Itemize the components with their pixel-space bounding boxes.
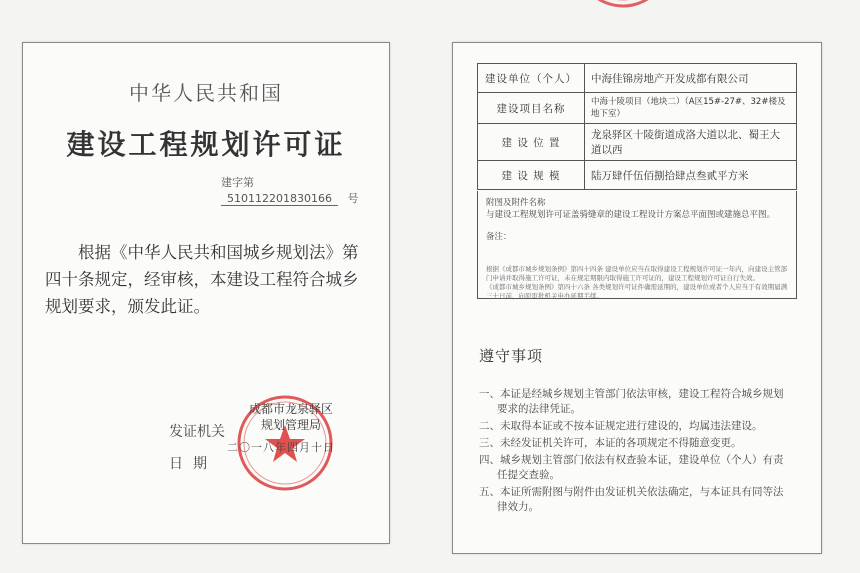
list-item: 五、本证所需附图与附件由发证机关依法确定，与本证具有同等法律效力。 (479, 486, 784, 513)
certificate-number (221, 174, 389, 206)
certificate-right-page (452, 42, 822, 554)
issue-date: 二〇一八年四月十日 (227, 441, 335, 454)
row-key: 建设单位（个人） (478, 64, 585, 93)
table-row (478, 161, 797, 190)
project-info-table (477, 63, 797, 190)
cert-number-value: 510112201830166 (221, 192, 338, 206)
list-item: 一、本证是经城乡规划主管部门依法审核，建设工程符合城乡规划要求的法律凭证。 (479, 388, 784, 415)
fine-print-1: 根据《成都市城乡规划条例》第四十四条 建设单位应当在取得建设工程规划许可证一年内，向建设主管部门申请并取得施工许可证，未在规定期限内取得施工许可证的，建设工程规划许可证自行失效。 (486, 265, 788, 282)
list-item: 四、城乡规划主管部门依法有权查验本证，建设单位（个人）有责任提交查验。 (479, 454, 784, 481)
certificate-body-text: 根据《中华人民共和国城乡规划法》第四十条规定，经审核，本建设工程符合城乡规划要求，颁发此证。 (45, 243, 359, 316)
issuer-label: 发证机关 (169, 424, 225, 440)
table-row (478, 93, 797, 124)
list-item: 三、未经发证机关许可，本证的各项规定不得随意变更。 (479, 437, 742, 449)
issuing-authority (249, 401, 333, 433)
attachments-title: 附图及附件名称 (486, 198, 546, 208)
table-row (478, 124, 797, 161)
list-item: 二、未取得本证或不按本证规定进行建设的，均属违法建设。 (479, 420, 763, 432)
table-row (478, 64, 797, 93)
country-name: 中华人民共和国 (129, 81, 283, 105)
attachments-box (477, 191, 797, 299)
rules-list (479, 387, 791, 517)
row-key: 建 设 位 置 (478, 124, 585, 161)
row-value: 中海佳锦房地产开发成都有限公司 (585, 64, 797, 93)
top-seal-icon (575, 0, 671, 20)
date-label: 日期 (169, 456, 217, 472)
issuer-line-1: 成都市龙泉驿区 (249, 402, 334, 416)
attachments-text: 与建设工程规划许可证盖骑缝章的建设工程设计方案总平面图或建施总平图。 (486, 210, 776, 220)
row-key: 建 设 规 模 (478, 161, 585, 190)
certificate-title: 建设工程规划许可证 (66, 128, 346, 161)
fine-print-2: 《成都市城乡规划条例》第四十六条 各类规划许可证件确需延期的，建设单位或者个人应当于有效期届满三十日前，向原审批机关申办延期手续。 (486, 283, 788, 300)
row-value: 陆万肆仟伍佰捌拾肆点叁贰平方米 (585, 161, 797, 190)
cert-suffix: 号 (347, 192, 359, 205)
issuer-line-2: 规划管理局 (261, 418, 322, 432)
certificate-left-page (22, 42, 390, 544)
remarks-label: 备注： (486, 232, 512, 242)
rules-heading: 遵守事项 (479, 347, 544, 365)
row-key: 建设项目名称 (478, 93, 585, 124)
cert-prefix: 建字第 (221, 176, 254, 189)
row-value: 龙泉驿区十陵街道成洛大道以北、蜀王大道以西 (585, 124, 797, 161)
row-value: 中海十陵项目（地块二）（A区15#-27#、32#楼及地下室） (585, 93, 797, 124)
